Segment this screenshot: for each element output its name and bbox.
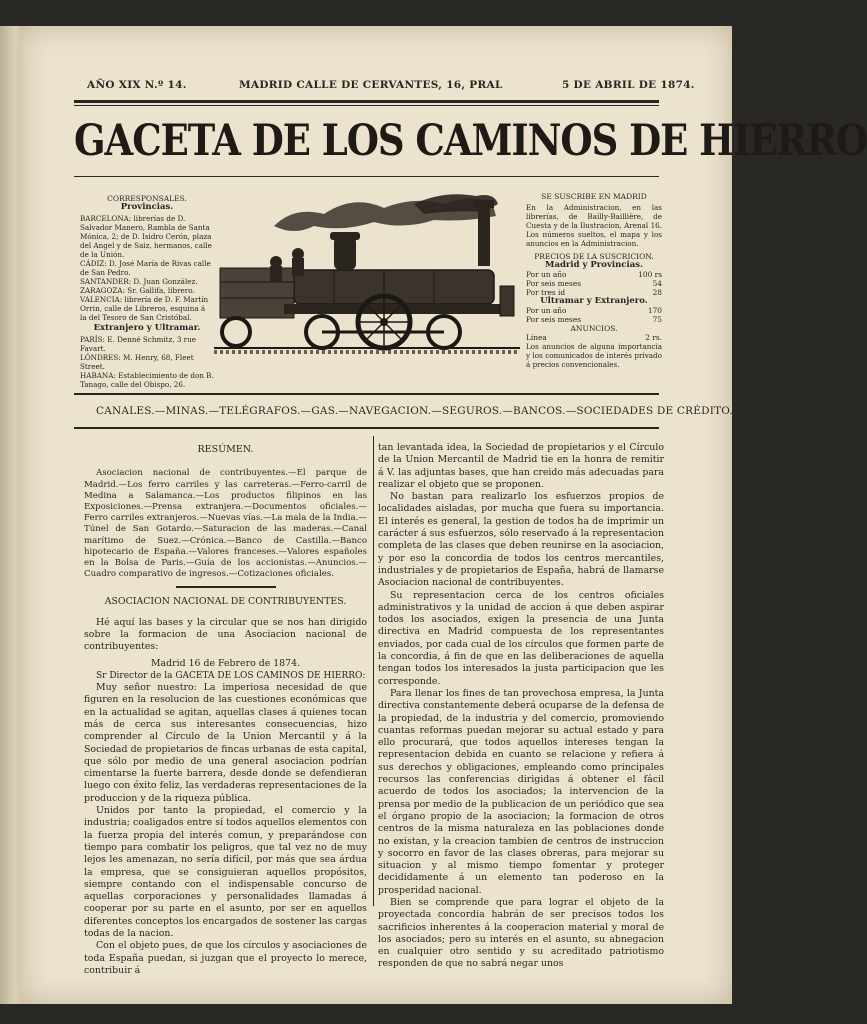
correspondent-line: HABANA: Establecimiento de don B. Tanago, calle del Obispo, 26. [80, 371, 214, 389]
price-value: 170 [647, 306, 662, 315]
correspondent-line: BARCELONA: librerías de D. Salvador Manero, Rambla de Santa Mónica, 2; de D. Isidro Cerón, plaza del Angel y de Saiz, hermanos, calle de la Unión. [80, 214, 212, 259]
abroad-heading: Extranjero y Ultramar. [93, 323, 201, 333]
right-column [378, 442, 664, 971]
price-row [526, 306, 662, 315]
article-paragraph: Con el objeto pues, de que los círculos y asociaciones de toda España puedan, si juzgan que el proyecto lo merece, contribuir á [84, 940, 367, 976]
article-title: ASOCIACION NACIONAL DE CONTRIBUYENTES. [104, 596, 347, 608]
correspondent-line: ZARAGOZA: Sr. Gallifa, librero. [80, 286, 195, 295]
top-rule-thin [74, 105, 659, 106]
ads-value: 2 rs. [645, 333, 662, 342]
correspondent-line: PARÍS: E. Denné Schmitz, 3 rue Favart. [80, 335, 196, 353]
article-dateline: Madrid 16 de Febrero de 1874. [150, 657, 301, 669]
price-label: Por un año [526, 270, 567, 279]
issue-number: AÑO XIX N.º 14. [87, 79, 187, 91]
sections-bar: CANALES.—MINAS.—TELÉGRAFOS.—GAS.—NAVEGACION.—SEGUROS.—BANCOS.—SOCIEDADES DE CRÉDITO. [96, 405, 734, 417]
correspondent-line: LÓNDRES: M. Henry, 68, Fleet Street. [80, 353, 194, 371]
price-value: 100 rs [638, 270, 662, 279]
resumen-title: RESÚMEN. [197, 444, 254, 455]
article-paragraph: No bastan para realizarlo los esfuerzos propios de localidades aisladas, por mucha que fuera su importancia. El interés es general, la gestion de todos ha de imprimir un carácter á sus esfuerzos, sólo reservado á la representacion completa de las clases que deben reunirse en la asociacion, y por eso la concordia de todos los centros mercantiles, industriales y de propietarios de España, habrá de llamarse Asociacion nacional de contribuyentes. [378, 491, 664, 589]
article-paragraph: Muy señor nuestro: La imperiosa necesidad de que figuren en la resolucion de las cuestiones económicas que en la actualidad se agitan, aquellas clases á quienes tocan más de cerca sus interesantes consecuencias, hizo comprender al Círculo de la Union Mercantil y á la Sociedad de propietarios de fincas urbanas de esta capital, que sólo por medio de una general asociacion podrían cimentarse la fuerte barrera, desde donde se defendieran luego con éxito feliz, las verdaderas representaciones de la produccion y de la riqueza pública. [84, 682, 367, 804]
masthead-title: GACETA DE LOS CAMINOS DE HIERRO [74, 116, 867, 166]
price-label: Por tres id [526, 288, 566, 297]
ornament-divider [84, 580, 367, 590]
price-value: 54 [652, 279, 662, 288]
price-value: 28 [652, 288, 662, 297]
subscription-box [526, 192, 662, 369]
article-paragraph: Su representacion cerca de los centros oficiales administrativos y la unidad de accion á que deben aspirar todos los asociados, exigen la presencia de una Junta directiva en Madrid compuesta de los representantes enviados, por cada cual de los círculos que formen parte de la concordia, á fin de que en las deliberaciones de aquella tengan todos los interesados la justa participacion que les corresponde. [378, 589, 664, 687]
article-paragraph: tan levantada idea, la Sociedad de propietarios y el Círculo de la Union Mercantil de Madrid tie en la honra de remitir á V. las adjuntas bases, que han creido más adecuadas para realizar el objeto que se proponen. [378, 442, 664, 490]
price-label: Por seis meses [526, 315, 582, 324]
article-paragraph: Unidos por tanto la propiedad, el comercio y la industria; coaligados entre sí todos aquellos elementos con la fuerza propia del interés comun, y preparándose con tiempo para combatir los peligros, que tal vez no de muy lejos les amenazan, no sería difícil, por más que sea árdua la empresa, que se consiguieran aquellos propósitos, siempre contando con el indispensable concurso de aquellas corporaciones y personalidades llamadas á cooperar por su parte en el asunto, por ser en aquellos diferentes conceptos los encargados de sostener las cargas todas de la nacion. [84, 805, 367, 940]
ads-row [526, 333, 662, 342]
price-row [526, 279, 662, 288]
article-paragraph: Bien se comprende que para lograr el objeto de la proyectada concordia habrán de ser precisos todos los sacrificios inherentes á la cooperacion material y moral de los asociados; pero su interés en el asunto, su abnegacion en cualquier otro sentido y su acreditado patriotismo responden de que no sabrá negar unos [378, 896, 664, 970]
price-label: Por un año [526, 306, 567, 315]
ads-heading: ANUNCIOS. [570, 324, 618, 333]
correspondent-line: CÁDIZ: D. José María de Rivas calle de San Pedro. [80, 259, 211, 277]
correspondents-box [80, 194, 214, 389]
madrid-heading: Madrid y Provincias. [545, 260, 643, 270]
address: MADRID CALLE DE CERVANTES, 16, PRAL [239, 79, 503, 91]
locomotive-illustration [214, 186, 524, 362]
column-divider [373, 436, 374, 906]
top-rule [74, 100, 659, 103]
correspondent-line: SANTANDER: D. Juan González. [80, 277, 198, 286]
price-label: Por seis meses [526, 279, 582, 288]
price-row [526, 315, 662, 324]
subscribe-heading: SE SUSCRIBE EN MADRID [541, 192, 647, 201]
sections-rule-top [74, 393, 659, 395]
article-intro: Hé aquí las bases y la circular que se nos han dirigido sobre la formacion de una Asociacion nacional de contribuyentes: [84, 616, 367, 653]
masthead-rule [74, 176, 659, 177]
article-paragraph: Para llenar los fines de tan provechosa empresa, la Junta directiva constantemente deberá ocuparse de la defensa de la propiedad, de la industria y del comercio, promoviendo cuantas reformas puedan mejorar su actual estado y para ello procurará, que todos aquellos intereses tengan la representacion debida en cuanto se relacione y refiera á sus derechos y obligaciones, empleando como principales recursos las conferencias dirigidas á obtener el fácil acuerdo de todos los asociados; la intervencion de la prensa por medio de la publicacion de un periódico que sea el órgano propio de la asociacion; la formacion de otros centros de la misma naturaleza en las poblaciones donde no existan, y la creacion tambien de centros de instruccion y socorro en favor de las clases obreras, para mejorar su situacion y al mismo tiempo fomentar y proteger decididamente á un elemento tan poderoso en la prosperidad nacional. [378, 687, 664, 896]
sections-rule-bottom [74, 427, 659, 429]
left-column [84, 444, 367, 977]
ads-note: Los anuncios de alguna importancia y los comunicados de interés privado á precios convencionales. [526, 342, 662, 369]
price-row [526, 270, 662, 279]
correspondents-heading: CORRESPONSALES. [107, 194, 187, 203]
issue-date: 5 DE ABRIL DE 1874. [562, 79, 695, 91]
provinces-heading: Provincias. [120, 202, 174, 212]
subscribe-intro: En la Administracion, en las librerías, de Bailly-Baillière, de Cuesta y de la Ilustracion, Arenal 16. Los números sueltos, el mapa y los anuncios en la Administracion. [526, 203, 662, 248]
article-salutation: Sr Director de la GACETA DE LOS CAMINOS DE HIERRO: [96, 670, 366, 681]
resumen-text: Asociacion nacional de contribuyentes.—El parque de Madrid.—Los ferro carriles y las carreteras.—Ferro-carril de Medina a Salamanca.—Los productos filipinos en las Exposiciones.—Prensa extranjera.—Documentos oficiales.—Ferro carriles extranjeros.—Nuevas vías.—La mala de la India.—Túnel de San Gotardo.—Saturacion de las maderas.—Canal marítimo de Suez.—Crónica.—Banco de Castilla.—Banco hipotecario de España.—Valores franceses.—Valores españoles en la Bolsa de Paris.—Guía de los accionistas.—Anuncios.—Cuadro comparativo de ingresos.—Cotizaciones oficiales. [84, 468, 367, 580]
correspondent-line: VALENCIA: librería de D. F. Martín Orrin, calle de Libreros, esquina á la del Tesoro de San Cristóbal. [80, 295, 209, 322]
abroad-prices-heading: Ultramar y Extranjero. [540, 296, 648, 306]
prices-heading: PRECIOS DE LA SUSCRICION. [534, 252, 654, 261]
price-value: 75 [652, 315, 662, 324]
ads-label: Línea [526, 333, 547, 342]
